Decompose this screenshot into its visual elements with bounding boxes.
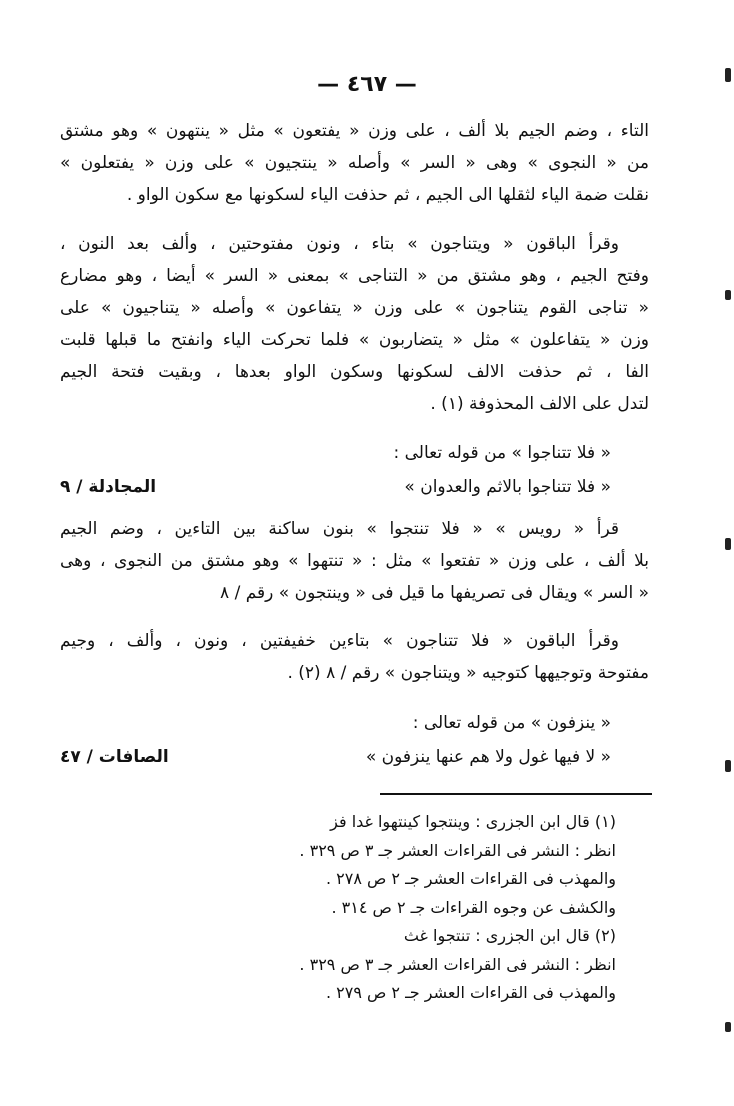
surah-reference: المجادلة / ٩ xyxy=(60,477,157,497)
text-line: وقرأ الباقون « ويتناجون » بتاء ، ونون مفتوحتين ، وألف بعد النون ، xyxy=(60,234,619,254)
verse-intro: « ينزفون » من قوله تعالى : xyxy=(412,713,611,733)
footnote-line: والمهذب فى القراءات العشر جـ ٢ ص ٢٧٨ . xyxy=(325,869,616,888)
paragraph-3 xyxy=(60,513,649,609)
footnotes xyxy=(196,808,616,1008)
text-line: وفتح الجيم ، وهو مشتق من « التناجى » بمعنى « السر » أيضا ، وهو مضارع xyxy=(60,266,649,286)
verse-intro: « فلا تتناجوا » من قوله تعالى : xyxy=(393,443,611,463)
scan-mark xyxy=(725,760,731,772)
page-number: — ٤٦٧ — xyxy=(317,72,417,97)
text-line: نقلت ضمة الياء لثقلها الى الجيم ، ثم حذفت الياء لسكونها مع سكون الواو . xyxy=(126,185,649,205)
footnote-line: انظر : النشر فى القراءات العشر جـ ٣ ص ٣٢٩ . xyxy=(299,840,616,860)
verse-block-1 xyxy=(60,436,649,504)
text-line: التاء ، وضم الجيم بلا ألف ، على وزن « يفتعون » مثل « ينتهون » وهو مشتق xyxy=(60,121,649,141)
verse-text: « لا فيها غول ولا هم عنها ينزفون » xyxy=(365,747,611,767)
paragraph-4 xyxy=(60,625,649,689)
footnote-line: والمهذب فى القراءات العشر جـ ٢ ص ٢٧٩ . xyxy=(325,983,616,1002)
text-line: وقرأ الباقون « فلا تتناجون » بتاءين خفيفتين ، ونون ، وألف ، وجيم xyxy=(60,631,619,651)
scan-mark xyxy=(725,290,731,300)
footnote-line: (١) قال ابن الجزرى : وينتجوا كينتهوا غدا فز xyxy=(330,812,616,831)
surah-reference: الصافات / ٤٧ xyxy=(60,747,169,767)
text-line: من « النجوى » وهى « السر » وأصله « ينتجيون » على وزن « يفتعلون » xyxy=(60,153,649,173)
text-line: مفتوحة وتوجيهها كتوجيه « ويتناجون » رقم / ٨ (٢) . xyxy=(287,663,649,683)
scan-mark xyxy=(725,1022,731,1032)
footnote-line: (٢) قال ابن الجزرى : تنتجوا غث xyxy=(403,926,616,945)
footnote-line: انظر : النشر فى القراءات العشر جـ ٣ ص ٣٢٩ . xyxy=(299,954,616,974)
scan-mark xyxy=(725,538,731,550)
verse-text: « فلا تتناجوا بالاثم والعدوان » xyxy=(404,477,611,497)
footnote-divider xyxy=(380,793,652,795)
text-line: قرأ « رويس » « فلا تنتجوا » بنون ساكنة بين التاءين ، وضم الجيم xyxy=(60,519,619,539)
text-line: وزن « يتفاعلون » مثل « يتضاربون » فلما تحركت الياء وانفتح ما قبلها قلبت xyxy=(60,330,649,350)
scan-mark xyxy=(725,68,731,82)
verse-row xyxy=(60,740,649,774)
verse-row xyxy=(60,470,649,504)
text-line: « السر » ويقال فى تصريفها ما قيل فى « وينتجون » رقم / ٨ xyxy=(220,583,649,603)
paragraph-2 xyxy=(60,228,649,420)
text-line: الفا ، ثم حذفت الالف لسكونها وسكون الواو بعدها ، وبقيت فتحة الجيم xyxy=(60,362,649,382)
verse-block-2 xyxy=(60,706,649,774)
text-line: لتدل على الالف المحذوفة (١) . xyxy=(430,394,649,414)
text-line: « تناجى القوم يتناجون » على وزن « يتفاعون » وأصله « يتناجيون » على xyxy=(60,298,649,318)
paragraph-1 xyxy=(60,115,649,211)
text-line: بلا ألف ، على وزن « تفتعوا » مثل : « تنتهوا » وهو مشتق من النجوى ، وهى xyxy=(60,551,649,571)
footnote-line: والكشف عن وجوه القراءات جـ ٢ ص ٣١٤ . xyxy=(331,897,616,917)
